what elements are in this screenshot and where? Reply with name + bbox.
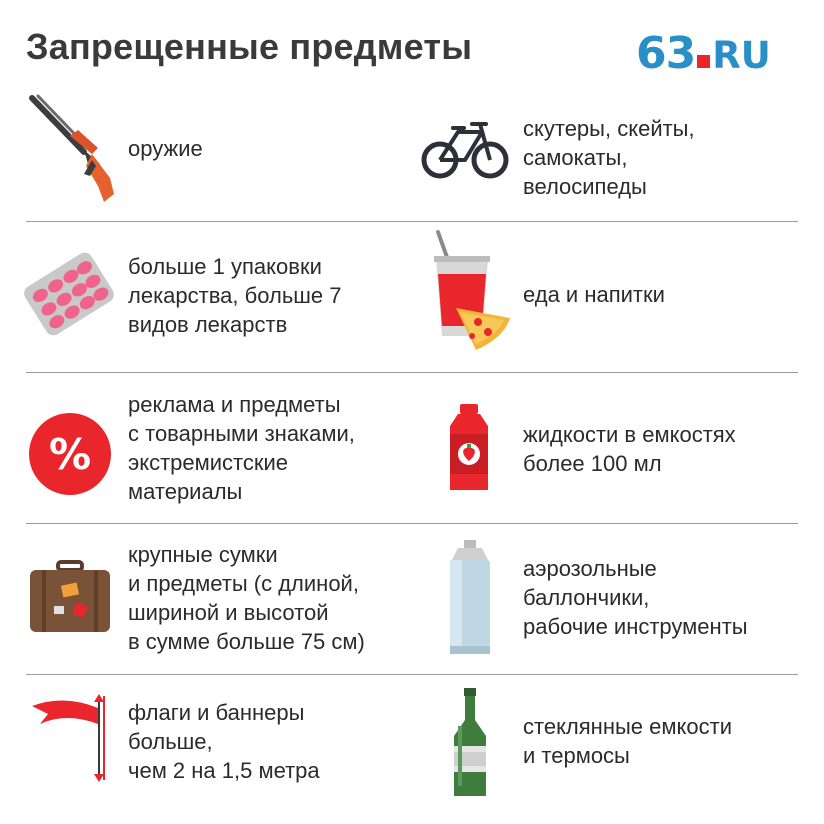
glass-bottle-icon [448, 688, 492, 798]
site-logo [636, 28, 771, 79]
logo-number: 63 [636, 28, 696, 79]
aerosol-can-icon [446, 540, 494, 656]
item-label: больше 1 упаковки лекарства, больше 7 видов лекарств [128, 254, 342, 337]
item-label: оружие [128, 136, 203, 161]
item-label: аэрозольные баллончики, рабочие инструменты [523, 556, 748, 639]
item-label: еда и напитки [523, 282, 665, 307]
item-label: реклама и предметы с товарными знаками, экстремистские материалы [128, 392, 355, 504]
item-label: жидкости в емкостях более 100 мл [523, 422, 736, 476]
row-divider [26, 674, 798, 675]
row-divider [26, 221, 798, 222]
suitcase-icon [28, 560, 112, 634]
shotgun-icon [26, 94, 118, 206]
row-divider [26, 523, 798, 524]
logo-dot [697, 55, 710, 68]
bottle-icon [446, 404, 492, 492]
bicycle-icon [420, 118, 510, 180]
page-title: Запрещенные предметы [26, 26, 473, 67]
svg-text:%: % [48, 430, 92, 479]
item-label: скутеры, скейты, самокаты, велосипеды [523, 116, 695, 199]
drink-pizza-icon [430, 228, 514, 356]
item-label: крупные сумки и предметы (с длиной, шириной и высотой в сумме больше 75 см) [128, 542, 365, 654]
row-divider [26, 372, 798, 373]
flag-icon [28, 694, 120, 782]
percent-badge-icon [28, 412, 112, 496]
item-label: стеклянные емкости и термосы [523, 714, 732, 768]
pill-blister-icon [20, 244, 118, 344]
item-label: флаги и баннеры больше, чем 2 на 1,5 метра [128, 700, 320, 783]
logo-domain: RU [712, 34, 771, 77]
